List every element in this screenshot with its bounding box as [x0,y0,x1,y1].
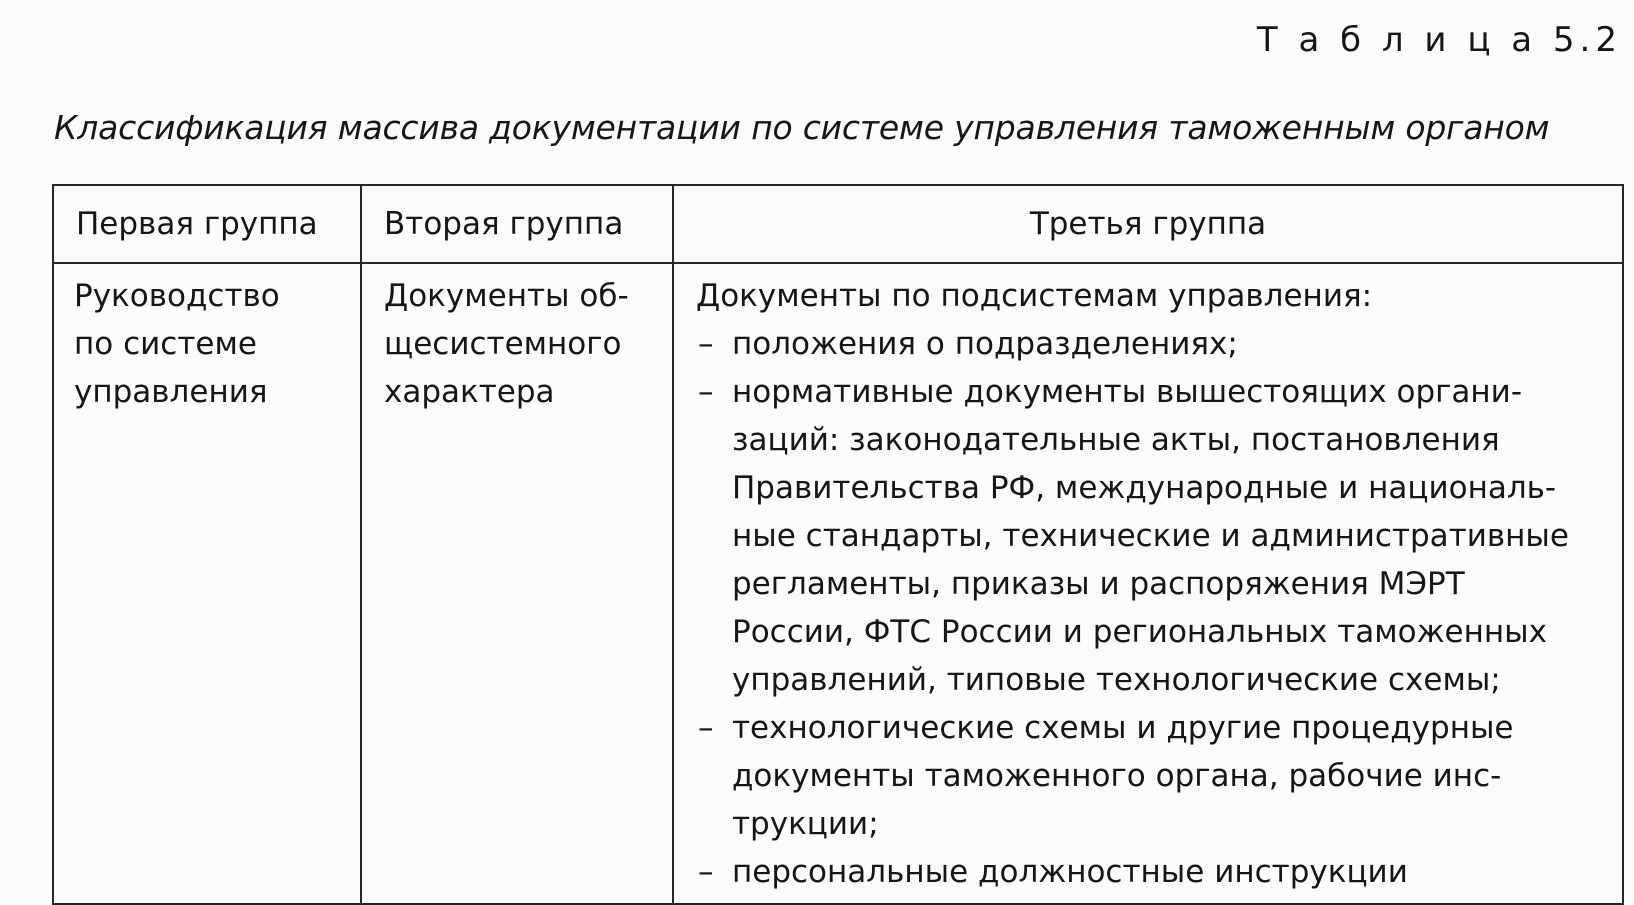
list-item-line: документы таможенного органа, рабочие инс- [732,758,1502,794]
header-third-group: Третья группа [673,185,1623,263]
header-second-group: Вторая группа [361,185,673,263]
cell-intro-line: Документы по подсистемам управления: [696,278,1373,314]
list-item-line: регламенты, приказы и распоряжения МЭРТ [732,566,1465,602]
list-dash: – [698,374,714,410]
list-item-line: трукции; [732,806,879,842]
list-item [696,368,1614,704]
cell-text-line: щесистемного [384,326,622,362]
document-list [696,320,1614,896]
list-item-line: Правительства РФ, международные и националь- [732,470,1557,506]
table-row [53,263,1623,904]
cell-text-line: управления [74,374,268,410]
list-dash: – [698,326,714,362]
cell-text-line: по системе [74,326,257,362]
list-item-line: технологические схемы и другие процедурные [732,710,1514,746]
list-dash: – [698,854,714,890]
table-header-row [53,185,1623,263]
list-item-line: нормативные документы вышестоящих органи- [732,374,1523,410]
list-item-line: России, ФТС России и региональных таможенных [732,614,1547,650]
cell-first-group [53,263,361,904]
table-title: Классификация массива документации по системе управления таможенным органом [54,108,1550,147]
list-dash: – [698,710,714,746]
cell-text-line: Документы об- [384,278,629,314]
cell-second-group [361,263,673,904]
list-item-line: персональные должностные инструкции [732,854,1408,890]
table-number-label: Т а б л и ц а 5.2 [1256,20,1622,60]
cell-text-line: характера [384,374,555,410]
list-item [696,320,1614,368]
classification-table [52,184,1624,905]
list-item [696,704,1614,848]
list-item-line: ные стандарты, технические и административные [732,518,1569,554]
cell-third-group [673,263,1623,904]
list-item-line: заций: законодательные акты, постановления [732,422,1500,458]
list-item [696,848,1614,896]
header-first-group: Первая группа [53,185,361,263]
list-item-line: управлений, типовые технологические схемы; [732,662,1501,698]
cell-text-line: Руководство [74,278,280,314]
list-item-line: положения о подразделениях; [732,326,1238,362]
